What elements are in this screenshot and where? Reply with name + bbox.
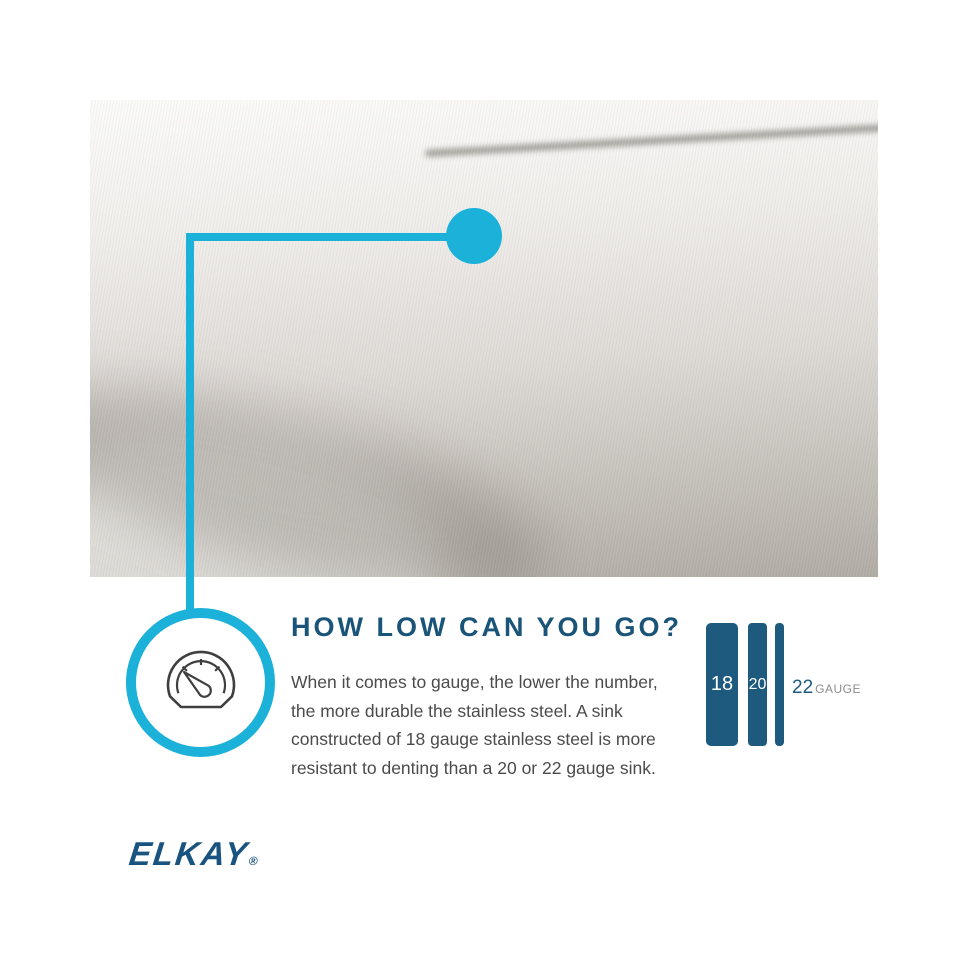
body-line: resistant to denting than a 20 or 22 gauge sink. (291, 757, 656, 778)
stainless-steel-photo (90, 100, 878, 577)
elkay-logo-text: ELKAY (127, 835, 252, 872)
gauge-bar-22 (775, 623, 784, 746)
gauge-unit-label (792, 677, 861, 699)
gauge-bar-22-label: 22 (792, 677, 814, 698)
gauge-bar-20 (748, 623, 767, 746)
callout-line-horizontal (186, 233, 448, 241)
gauge-meter-icon (159, 647, 243, 713)
section-heading: HOW LOW CAN YOU GO? (291, 612, 682, 642)
brushed-texture-overlay (90, 100, 878, 577)
gauge-unit-text: GAUGE (815, 682, 861, 696)
body-line: the more durable the stainless steel. A sink (291, 700, 623, 721)
gauge-circle-badge (126, 608, 275, 757)
body-line: constructed of 18 gauge stainless steel is more (291, 729, 656, 749)
gauge-bar-18-label: 18 (710, 673, 734, 695)
gauge-bar-18 (706, 623, 738, 746)
body-paragraph (291, 668, 681, 782)
gauge-bar-20-label: 20 (748, 675, 767, 693)
elkay-logo (127, 835, 261, 873)
callout-line-vertical (186, 233, 194, 613)
body-line: When it comes to gauge, the lower the number, (291, 672, 658, 692)
callout-dot (446, 208, 502, 264)
registered-mark-icon: ® (248, 854, 259, 868)
